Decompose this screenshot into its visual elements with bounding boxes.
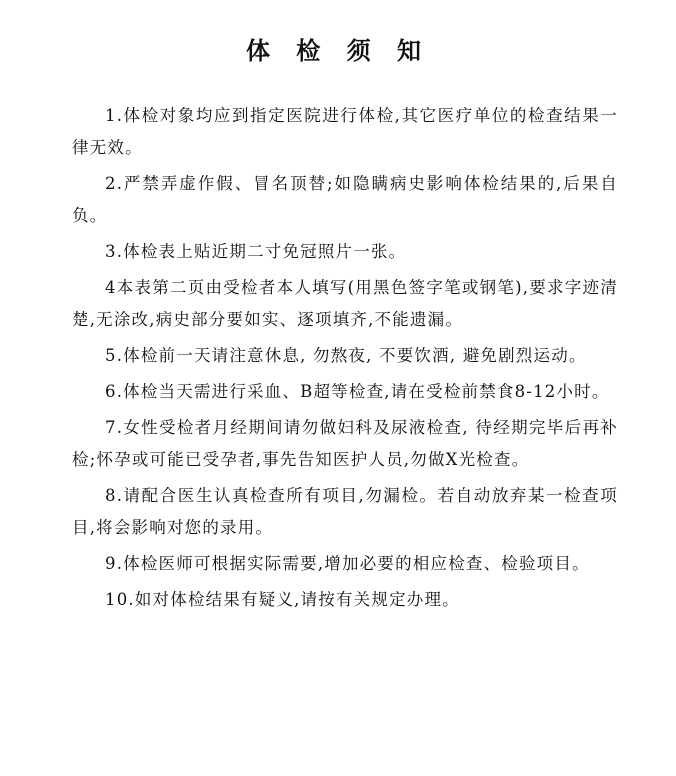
- notice-item-2: 2.严禁弄虚作假、冒名顶替;如隐瞒病史影响体检结果的,后果自负。: [72, 174, 618, 225]
- notice-item-10: 10.如对体检结果有疑义,请按有关规定办理。: [105, 590, 460, 609]
- notice-item-1: 1.体检对象均应到指定医院进行体检,其它医疗单位的检查结果一律无效。: [72, 106, 618, 157]
- notice-item-8: 8.请配合医生认真检查所有项目,勿漏检。若自动放弃某一检查项目,将会影响对您的录用。: [72, 486, 618, 537]
- notice-item-3: 3.体检表上贴近期二寸免冠照片一张。: [105, 242, 407, 261]
- notice-item-4: 4本表第二页由受检者本人填写(用黑色签字笔或钢笔),要求字迹清楚,无涂改,病史部分要如实、逐项填齐,不能遗漏。: [72, 278, 618, 329]
- notice-item-6: 6.体检当天需进行采血、B超等检查,请在受检前禁食8-12小时。: [105, 382, 610, 401]
- notice-item-9: 9.体检医师可根据实际需要,增加必要的相应检查、检验项目。: [105, 554, 590, 573]
- notice-item-5: 5.体检前一天请注意休息, 勿熬夜, 不要饮酒, 避免剧烈运动。: [105, 346, 587, 365]
- notice-item-7: 7.女性受检者月经期间请勿做妇科及尿液检查, 待经期完毕后再补检;怀孕或可能已受孕者,事先告知医护人员,勿做X光检查。: [72, 418, 618, 469]
- page-title: 体 检 须 知: [245, 37, 431, 65]
- notice-list: [72, 100, 618, 620]
